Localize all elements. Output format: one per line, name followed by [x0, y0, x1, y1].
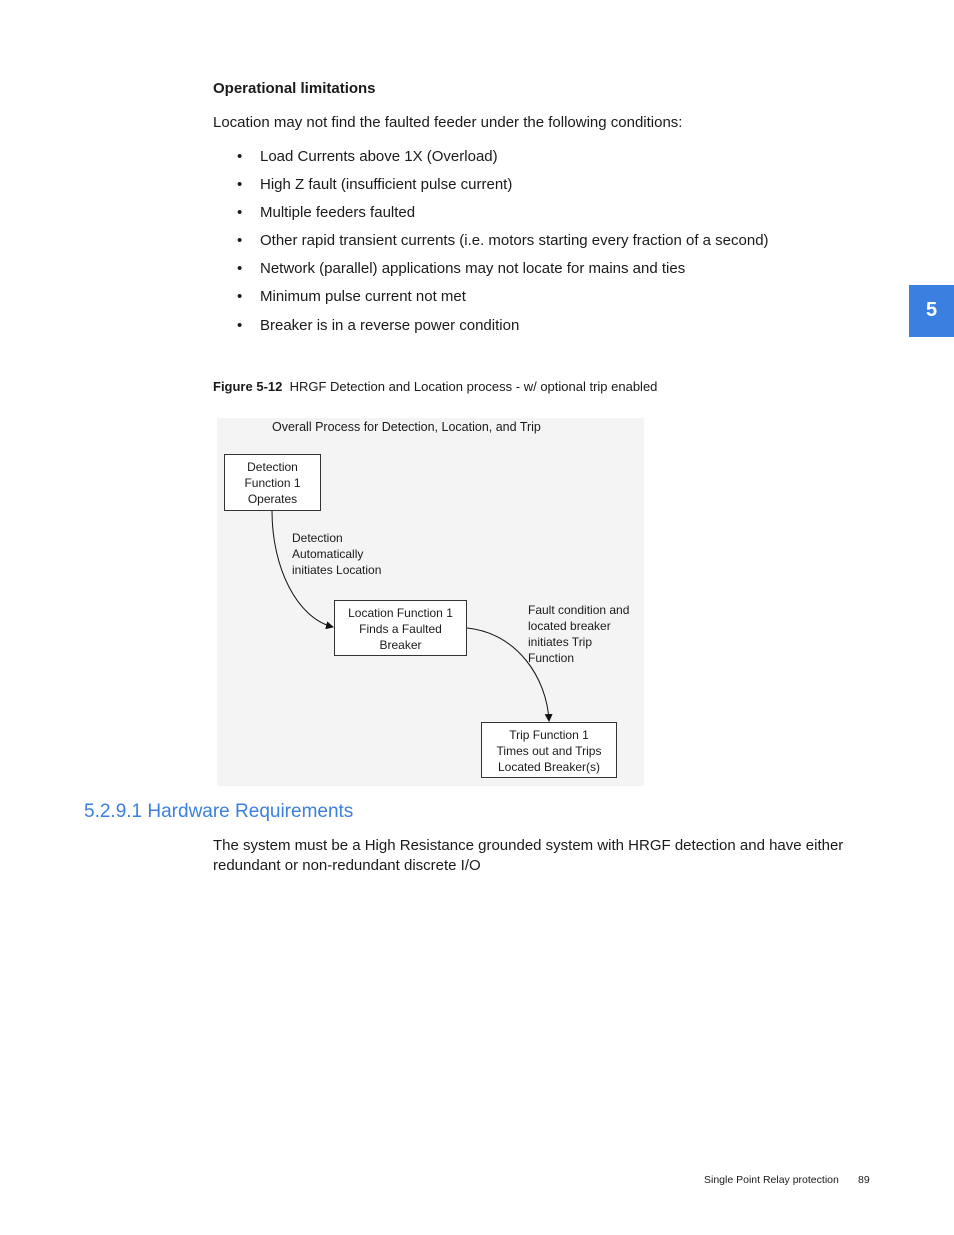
list-item [213, 174, 853, 202]
bullet-icon: • [237, 176, 243, 193]
list-item-text: Breaker is in a reverse power condition [260, 317, 520, 334]
list-item-text: Network (parallel) applications may not locate for mains and ties [260, 260, 686, 277]
list-item [213, 258, 853, 286]
fault-condition-note [528, 602, 629, 666]
note-line: Function [528, 651, 575, 665]
list-item [213, 286, 853, 314]
footer-title: Single Point Relay protection [704, 1174, 839, 1186]
list-item-text: Load Currents above 1X (Overload) [260, 148, 498, 165]
list-item [213, 315, 853, 343]
hardware-requirements-title: 5.2.9.1 Hardware Requirements [84, 801, 354, 822]
bullet-icon: • [237, 204, 243, 221]
location-function-box [334, 600, 467, 656]
bullet-icon: • [237, 148, 243, 165]
note-line: initiates Trip [528, 635, 593, 649]
process-diagram [217, 418, 644, 786]
figure-label: Figure 5-12 [213, 379, 283, 394]
list-item [213, 230, 853, 258]
bullet-icon: • [237, 317, 243, 334]
box-line: Operates [247, 492, 298, 506]
bullet-icon: • [237, 288, 243, 305]
list-item-text: High Z fault (insufficient pulse current) [260, 176, 513, 193]
figure-caption-text: HRGF Detection and Location process - w/ optional trip enabled [289, 379, 658, 394]
list-item [213, 146, 853, 174]
page-number: 89 [858, 1174, 870, 1186]
list-item-text: Multiple feeders faulted [260, 204, 416, 221]
detection-note [292, 530, 381, 578]
box-line: Located Breaker(s) [497, 760, 601, 774]
box-line: Trip Function 1 [509, 728, 589, 742]
box-line: Breaker [379, 638, 422, 652]
note-line: Fault condition and [528, 603, 630, 617]
detection-function-box [224, 454, 321, 511]
note-line: Detection [292, 531, 343, 545]
box-line: Detection [247, 460, 298, 474]
note-line: initiates Location [292, 563, 382, 577]
limitations-list [213, 146, 853, 342]
bullet-icon: • [237, 260, 243, 277]
list-item-text: Minimum pulse current not met [260, 288, 466, 305]
box-line: Function 1 [244, 476, 301, 490]
list-item-text: Other rapid transient currents (i.e. motors starting every fraction of a second) [260, 232, 769, 249]
box-line: Location Function 1 [348, 606, 453, 620]
trip-function-box [481, 722, 617, 778]
bullet-icon: • [237, 232, 243, 249]
diagram-title: Overall Process for Detection, Location, and Trip [272, 420, 541, 434]
chapter-tab: 5 [909, 285, 954, 337]
note-line: Automatically [292, 547, 364, 561]
intro-text: Location may not find the faulted feeder under the following conditions: [213, 114, 683, 131]
hardware-requirements-body: The system must be a High Resistance grounded system with HRGF detection and have either redundant or non-redundant discrete I/O [213, 837, 844, 874]
box-line: Times out and Trips [496, 744, 602, 758]
note-line: located breaker [528, 619, 611, 633]
figure-caption [213, 379, 657, 394]
list-item [213, 202, 853, 230]
box-line: Finds a Faulted [359, 622, 442, 636]
section-heading: Operational limitations [213, 80, 376, 97]
